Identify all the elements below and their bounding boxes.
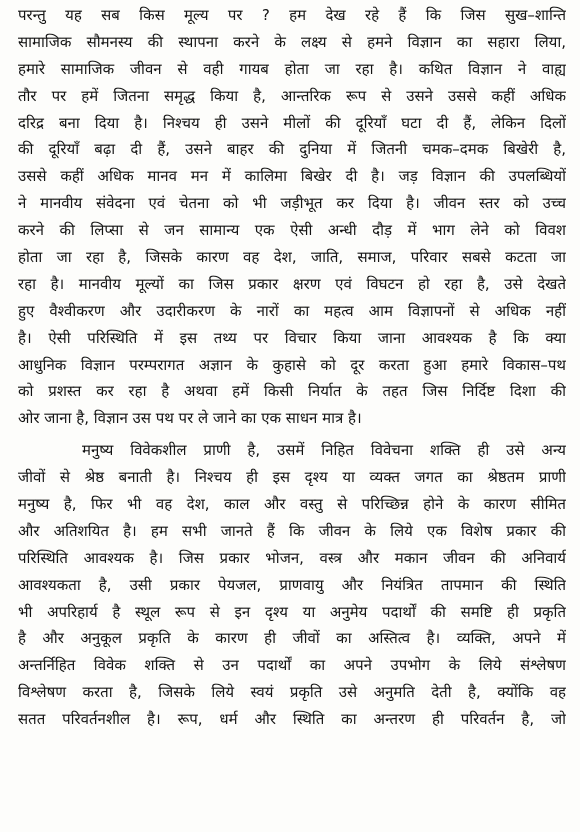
text-line: आवश्यकता है, उसी प्रकार पेयजल, प्राणवायु और नियंत्रित तापमान की स्थिति bbox=[18, 575, 566, 594]
text-line: रहा है। मानवीय मूल्यों का जिस प्रकार क्षरण एवं विघटन हो रहा है, उसे देखते bbox=[18, 274, 566, 293]
paragraph-2 bbox=[18, 437, 566, 733]
text-line: सामाजिक सौमनस्य की स्थापना करने के लक्ष्य से हमने विज्ञान का सहारा लिया, bbox=[18, 32, 566, 51]
text-line: की दूरियाँ बढ़ा दी हैं, उसने बाहर की दुनिया में जितनी चमक–दमक बिखेरी है, bbox=[18, 140, 566, 159]
text-line: मनुष्य है, फिर भी वह देश, काल और वस्तु से परिच्छिन्न होने के कारण सीमित bbox=[18, 495, 566, 514]
text-line: भी अपरिहार्य है स्थूल रूप से इन दृश्य या अनुमेय पदार्थों की समष्टि ही प्रकृति bbox=[18, 602, 566, 621]
text-line: विश्लेषण करता है, जिसके लिये स्वयं प्रकृति उसे अनुमति देती है, क्योंकि वह bbox=[18, 683, 566, 702]
text-line: ने मानवीय संवेदना एवं चेतना को भी जड़ीभूत कर दिया है। जीवन स्तर को उच्च bbox=[18, 194, 566, 213]
text-line: ओर जाना है, विज्ञान उस पथ पर ले जाने का एक साधन मात्र है। bbox=[18, 409, 362, 428]
text-line: दरिद्र बना दिया है। निश्चय ही उसने मीलों की दूरियाँ घटा दी हैं, लेकिन दिलों bbox=[18, 113, 566, 132]
text-line: उससे कहीं अधिक मानव मन में कालिमा बिखेर दी है। जड़ विज्ञान की उपलब्धियों bbox=[18, 167, 566, 186]
paragraph-1 bbox=[18, 2, 566, 432]
text-line: है। ऐसी परिस्थिति में इस तथ्य पर विचार किया जाना आवश्यक है कि क्या bbox=[18, 328, 566, 347]
text-line: करने की लिप्सा से जन सामान्य एक ऐसी अन्धी दौड़ में भाग लेने को विवश bbox=[18, 221, 566, 240]
text-line: परन्तु यह सब किस मूल्य पर ? हम देख रहे हैं कि जिस सुख–शान्ति bbox=[18, 6, 566, 24]
text-line: सतत परिवर्तनशील है। रूप, धर्म और स्थिति का अन्तरण ही परिवर्तन है, जो bbox=[18, 710, 566, 729]
text-line: को प्रशस्त कर रहा है अथवा हमें किसी निर्यात के तहत जिस निर्दिष्ट दिशा की bbox=[18, 382, 566, 401]
text-line: है और अनुकूल प्रकृति के कारण ही जीवों का अस्तित्व है। व्यक्ति, अपने में bbox=[18, 629, 566, 648]
text-line: तौर पर हमें जितना समृद्ध किया है, आन्तरिक रूप से उसने उससे कहीं अधिक bbox=[18, 86, 566, 105]
text-line: हुए वैश्वीकरण और उदारीकरण के नारों का महत्व आम विज्ञापनों से अधिक नहीं bbox=[18, 301, 566, 320]
text-line: और अतिशयित है। हम सभी जानते हैं कि जीवन के लिये एक विशेष प्रकार की bbox=[18, 521, 566, 540]
text-line: परिस्थिति आवश्यक है। जिस प्रकार भोजन, वस्त्र और मकान जीवन की अनिवार्य bbox=[18, 548, 566, 567]
text-line: अन्तर्निहित विवेक शक्ति से उन पदार्थों का अपने उपभोग के लिये संश्लेषण bbox=[18, 656, 566, 675]
text-line: होता जा रहा है, जिसके कारण वह देश, जाति, समाज, परिवार सबसे कटता जा bbox=[18, 248, 566, 267]
text-line: आधुनिक विज्ञान परम्परागत अज्ञान के कुहासे को दूर करता हुआ हमारे विकास–पथ bbox=[18, 355, 566, 374]
text-line: हमारे सामाजिक जीवन से वही गायब होता जा रहा है। कथित विज्ञान ने वाह्य bbox=[18, 59, 566, 78]
text-line: मनुष्य विवेकशील प्राणी है, उसमें निहित विवेचना शक्ति ही उसे अन्य bbox=[82, 441, 566, 460]
text-line: जीवों से श्रेष्ठ बनाती है। निश्चय ही इस दृश्य या व्यक्त जगत का श्रेष्ठतम प्राणी bbox=[18, 468, 566, 487]
